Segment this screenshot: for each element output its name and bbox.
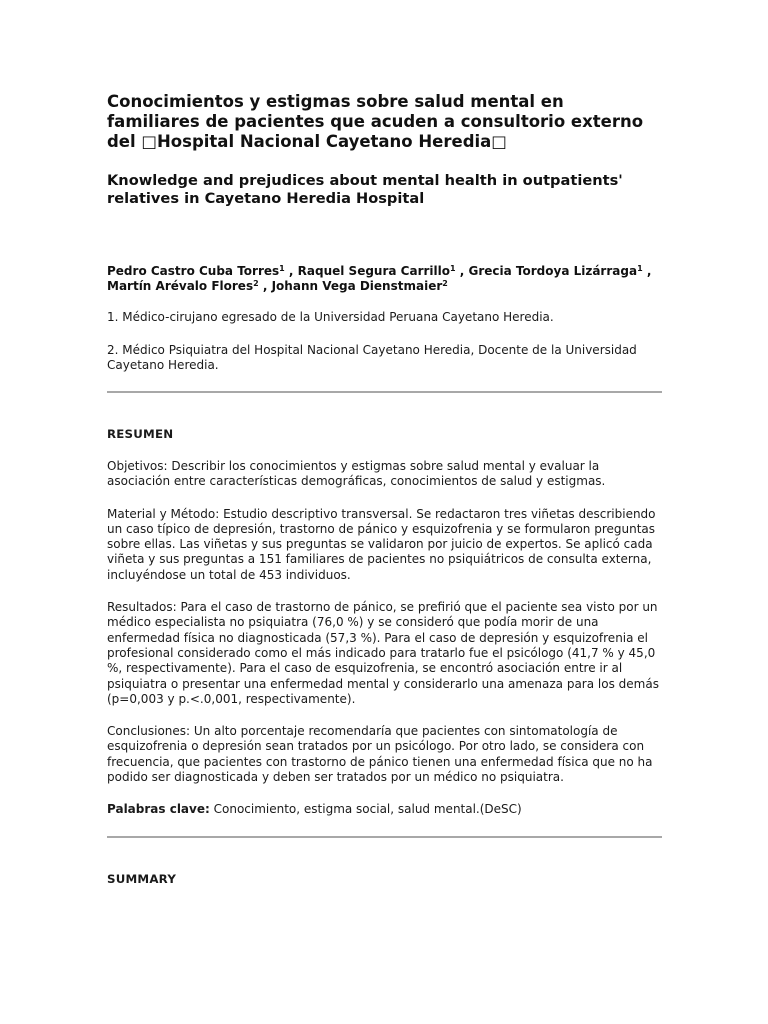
keywords-label: Palabras clave: bbox=[107, 802, 210, 817]
article-title-english: Knowledge and prejudices about mental health in outpatients' relatives in Cayetano Heredia Hospital bbox=[107, 172, 623, 207]
affiliation-1: 1. Médico-cirujano egresado de la Universidad Peruana Cayetano Heredia. bbox=[107, 310, 554, 324]
author-name: Grecia Tordoya Lizárraga bbox=[468, 264, 638, 278]
abstract-methods: Material y Método: Estudio descriptivo transversal. Se redactaron tres viñetas describiendo un caso típico de depresión, trastorno de pánico y esquizofrenia y se formularon preguntas sobre ellas. Las viñetas y sus preguntas se validaron por juicio de expertos. Se aplicó cada viñeta y sus preguntas a 151 familiares de pacientes no psiquiátricos de consulta externa, incluyéndose un total de 453 individuos. bbox=[107, 506, 656, 582]
author-name: Pedro Castro Cuba Torres bbox=[107, 264, 280, 278]
resumen-heading: RESUMEN bbox=[107, 427, 174, 441]
author-affiliation-mark: 2 bbox=[442, 279, 448, 288]
author-affiliation-mark: 1 bbox=[450, 264, 456, 273]
author-name: Johann Vega Dienstmaier bbox=[271, 279, 443, 293]
author-affiliation-mark: 2 bbox=[253, 279, 259, 288]
keywords-text: Conocimiento, estigma social, salud mental.(DeSC) bbox=[209, 802, 522, 817]
author-name: Raquel Segura Carrillo bbox=[297, 264, 450, 278]
author-name: Martín Arévalo Flores bbox=[107, 279, 254, 293]
keywords bbox=[107, 802, 662, 817]
author-list: Pedro Castro Cuba Torres$^1$ , Raquel Segura Carrillo$^1$ , Grecia Tordoya Lizárraga$^1$ , Martín Arévalo Flores$^2$ , Johann Vega Dienstmaier$^2$ bbox=[107, 264, 652, 293]
abstract-results: Resultados: Para el caso de trastorno de pánico, se prefirió que el paciente sea visto por un médico especialista no psiquiatra (76,0 %) y se consideró que podía morir de una enfermedad física no diagnosticada (57,3 %). Para el caso de depresión y esquizofrenia el profesional considerado como el más indicado para tratarlo fue el psicólogo (41,7 % y 45,0 %, respectivamente). Para el caso de esquizofrenia, se encontró asociación entre ir al psiquiatra o presentar una enfermedad mental y considerarlo una amenaza para los demás (p=0,003 y p.<.0,001, respectivamente). bbox=[107, 600, 659, 706]
author-affiliation-mark: 1 bbox=[279, 264, 285, 273]
abstract-conclusions: Conclusiones: Un alto porcentaje recomendaría que pacientes con sintomatología de esquizofrenia o depresión sean tratados por un psicólogo. Por otro lado, se considera con frecuencia, que pacientes con trastorno de pánico tienen una enfermedad física que no ha podido ser diagnosticada y deben ser tratados por un médico no psiquiatra. bbox=[107, 724, 653, 785]
affiliation-2: 2. Médico Psiquiatra del Hospital Nacional Cayetano Heredia, Docente de la Universidad Cayetano Heredia. bbox=[107, 343, 637, 372]
section-divider bbox=[107, 836, 662, 838]
article-title-spanish: Conocimientos y estigmas sobre salud mental en familiares de pacientes que acuden a consultorio externo del □Hospital Nacional Cayetano Heredia□ bbox=[107, 92, 644, 151]
section-divider bbox=[107, 391, 662, 393]
author-affiliation-mark: 1 bbox=[637, 264, 643, 273]
abstract-objectives: Objetivos: Describir los conocimientos y estigmas sobre salud mental y evaluar la asociación entre características demográficas, conocimientos de salud y estigmas. bbox=[107, 459, 606, 489]
summary-heading: SUMMARY bbox=[107, 871, 177, 886]
article bbox=[107, 92, 662, 887]
